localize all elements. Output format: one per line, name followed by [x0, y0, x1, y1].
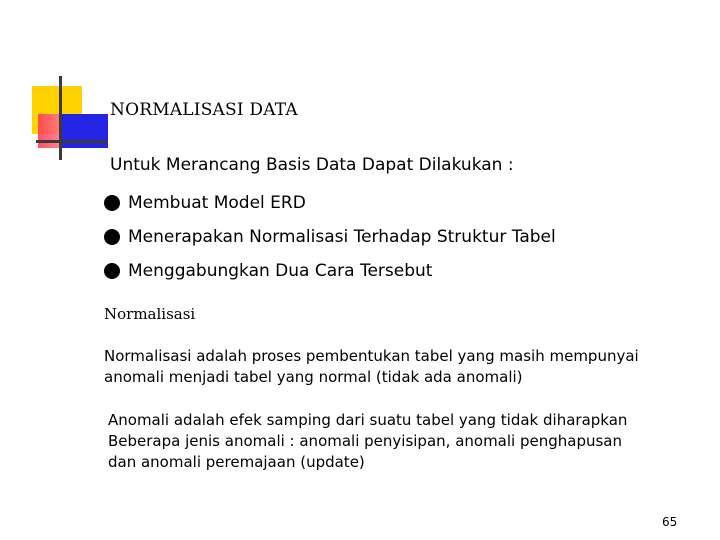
slide-title: NORMALISASI DATA — [110, 100, 298, 120]
bullet-item — [104, 224, 556, 250]
logo-vertical-line — [59, 76, 62, 160]
anomaly-paragraph — [108, 410, 708, 473]
bullet-item — [104, 190, 556, 216]
bullet-text: Menerapakan Normalisasi Terhadap Struktur Tabel — [128, 227, 556, 247]
page-number: 65 — [662, 515, 678, 529]
bullet-dot-icon — [104, 229, 120, 245]
bullet-text: Membuat Model ERD — [128, 193, 306, 213]
paragraph-line: Beberapa jenis anomali : anomali penyisipan, anomali penghapusan — [108, 432, 622, 450]
bullet-text: Menggabungkan Dua Cara Tersebut — [128, 261, 433, 281]
paragraph-line: Anomali adalah efek samping dari suatu tabel yang tidak diharapkan — [108, 411, 628, 429]
slide-subtitle: Untuk Merancang Basis Data Dapat Dilakukan : — [110, 155, 514, 175]
definition-paragraph — [104, 346, 704, 388]
bullet-list — [104, 190, 556, 292]
paragraph-line: dan anomali peremajaan (update) — [108, 453, 365, 471]
bullet-dot-icon — [104, 195, 120, 211]
paragraph-line: Normalisasi adalah proses pembentukan tabel yang masih mempunyai — [104, 347, 639, 365]
bullet-item — [104, 258, 556, 284]
logo-horizontal-line — [36, 140, 108, 143]
section-heading: Normalisasi — [104, 305, 196, 323]
bullet-dot-icon — [104, 263, 120, 279]
paragraph-line: anomali menjadi tabel yang normal (tidak ada anomali) — [104, 368, 523, 386]
